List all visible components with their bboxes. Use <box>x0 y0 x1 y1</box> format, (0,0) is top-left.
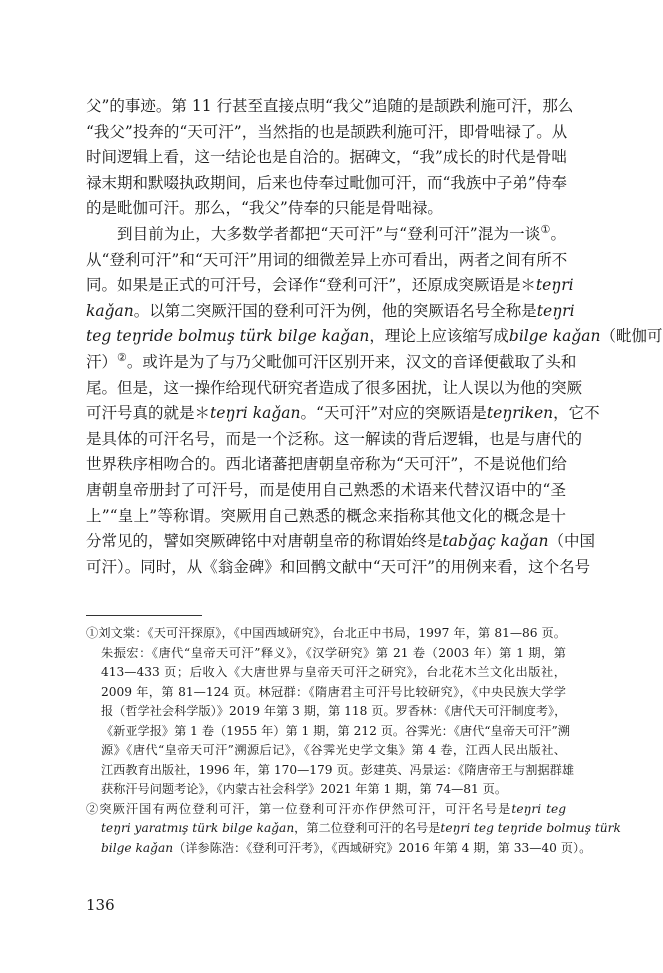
footnote-2-line <box>86 819 621 839</box>
text-line: “我父”投奔的“天可汗”，当然指的也是颉跌利施可汗，即骨咄禄了。从 <box>86 122 568 141</box>
turkic-term: kaǧan <box>86 301 134 320</box>
text-line <box>86 529 595 555</box>
text-line: 禄末期和默啜执政期间，后来也侍奉过毗伽可汗，而“我族中子弟”侍奉 <box>86 173 567 192</box>
text-line: 是具体的可汗名号，而是一个泛称。这一解读的背后逻辑，也是与唐代的 <box>86 429 583 448</box>
footnote-1-mark: ① <box>86 626 99 640</box>
text-line: 从“登利可汗”和“天可汗”用词的细微差异上亦可看出，两者之间有所不 <box>86 250 568 269</box>
text-span: （中国 <box>548 532 595 551</box>
text-line: 的是毗伽可汗。那么，“我父”侍奉的只能是骨咄禄。 <box>86 199 443 218</box>
footnote-2-line <box>86 800 566 820</box>
text-line <box>86 401 600 427</box>
text-span: 汗） <box>86 352 118 371</box>
text-span: ，理论上应该缩写成 <box>369 327 509 346</box>
footnote-2-line <box>86 839 592 859</box>
turkic-term: teŋri teg teŋride bolmuş türk <box>440 821 621 835</box>
text-line: 上”“皇上”等称谓。突厥用自己熟悉的概念来指称其他文化的概念是十 <box>86 506 566 525</box>
footnote-1-line: 413—433 页；后收入《大唐世界与皇帝天可汗之研究》，台北花木兰文化出版社， <box>101 665 566 679</box>
turkic-term: bilge kaǧan <box>101 840 174 855</box>
footnote-ref-2[interactable]: ② <box>117 350 127 364</box>
text-line: 可汗）。同时，从《翁金碑》和回鹘文献中“天可汗”的用例来看，这个名号 <box>86 557 591 576</box>
text-span: 同。如果是正式的可汗号，会译作“登利可汗”，还原成突厥语是＊ <box>86 276 536 295</box>
turkic-term: teŋri <box>536 301 575 320</box>
text-line <box>86 350 577 376</box>
text-line: 尾。但是，这一操作给现代研究者造成了很多困扰，让人误以为他的突厥 <box>86 378 583 397</box>
turkic-term: teŋriken <box>486 404 554 423</box>
footnote-1-line: 朱振宏：《唐代“皇帝天可汗”释义》，《汉学研究》第 21 卷（2003 年）第 1 期，第 <box>101 645 566 660</box>
text-line: 父”的事迹。第 11 行甚至直接点明“我父”追随的是颉跌利施可汗，那么 <box>86 97 574 115</box>
text-line: 世界秩序相吻合的。西北诸蕃把唐朝皇帝称为“天可汗”，不是说他们给 <box>86 455 567 474</box>
footnote-ref-1[interactable]: ① <box>540 222 551 236</box>
footnote-1-line: 江西教育出版社，1996 年，第 170—179 页。彭建英、冯景运：《隋唐帝王与割据群雄 <box>101 762 575 777</box>
footnote-1-line: 报（哲学社会科学版）》2019 年第 3 期，第 118 页。罗香林：《唐代天可汗制度考》， <box>101 704 567 718</box>
text-span: 。 <box>550 224 566 243</box>
text-line: 时间逻辑上看，这一结论也是自洽的。据碑文，“我”成长的时代是骨咄 <box>86 148 567 167</box>
text-span: 可汗号真的就是＊ <box>86 404 211 423</box>
text-span: （详参陈浩：《登利可汗考》，《西域研究》2016 年第 4 期，第 33—40 页）。 <box>173 840 592 855</box>
text-line <box>86 324 663 350</box>
turkic-term: teŋri <box>535 276 574 295</box>
text-line <box>86 273 574 299</box>
turkic-term: tabǧaç kaǧan <box>442 532 549 551</box>
text-line <box>86 222 566 248</box>
turkic-term: teŋri teg <box>511 801 566 816</box>
main-text <box>86 94 663 580</box>
text-span: 。“天可汗”对应的突厥语是 <box>300 404 487 423</box>
footnote-1-line: 获称汗号问题考论》，《内蒙古社会科学》2021 年第 1 期，第 74—81 页。 <box>101 782 508 796</box>
text-span: 刘文棠：《天可汗探原》，《中国西域研究》，台北正中书局，1997 年，第 81—86 页。 <box>98 626 566 640</box>
footnote-1-line: 《新亚学报》第 1 卷（1955 年）第 1 期，第 212 页。谷霁光：《唐代“皇帝天可汗”溯 <box>101 723 570 738</box>
page-number: 136 <box>86 896 115 914</box>
footnote-1-line: 2009 年，第 81—124 页。林冠群：《隋唐君主可汗号比较研究》，《中央民族大学学 <box>101 684 566 699</box>
text-span: 。以第二突厥汗国的登利可汗为例，他的突厥语名号全称是 <box>133 301 537 320</box>
text-span: 到目前为止，大多数学者都把“天可汗”与“登利可汗”混为一谈 <box>117 224 541 243</box>
text-line: 唐朝皇帝册封了可汗号，而是使用自己熟悉的术语来代替汉语中的“圣 <box>86 480 566 499</box>
text-span: （毗伽可 <box>600 327 663 346</box>
footnote-divider <box>86 615 202 616</box>
footnote-1-line: 源》《唐代“皇帝天可汗”溯源后记》，《谷霁光史学文集》第 4 卷，江西人民出版社、 <box>101 743 566 757</box>
turkic-term: bilge kaǧan <box>508 327 601 346</box>
text-line <box>86 299 575 325</box>
text-span: 。或许是为了与乃父毗伽可汗区别开来，汉文的音译便截取了头和 <box>126 352 577 371</box>
footnote-2-mark: ② <box>86 801 100 816</box>
footnotes <box>86 624 621 858</box>
text-span: 分常见的，譬如突厥碑铭中对唐朝皇帝的称谓始终是 <box>86 532 443 551</box>
turkic-term: teŋri yaratmış türk bilge kaǧan <box>101 821 295 835</box>
text-span: 突厥汗国有两位登利可汗，第一位登利可汗亦作伊然可汗，可汗名号是 <box>99 801 512 816</box>
text-span: ，它不 <box>553 404 600 423</box>
footnote-1-line <box>86 624 566 644</box>
turkic-term: teg teŋride bolmuş türk bilge kaǧan <box>86 327 370 346</box>
text-span: ，第二位登利可汗的名号是 <box>294 821 441 835</box>
turkic-term: teŋri kaǧan <box>210 404 301 423</box>
